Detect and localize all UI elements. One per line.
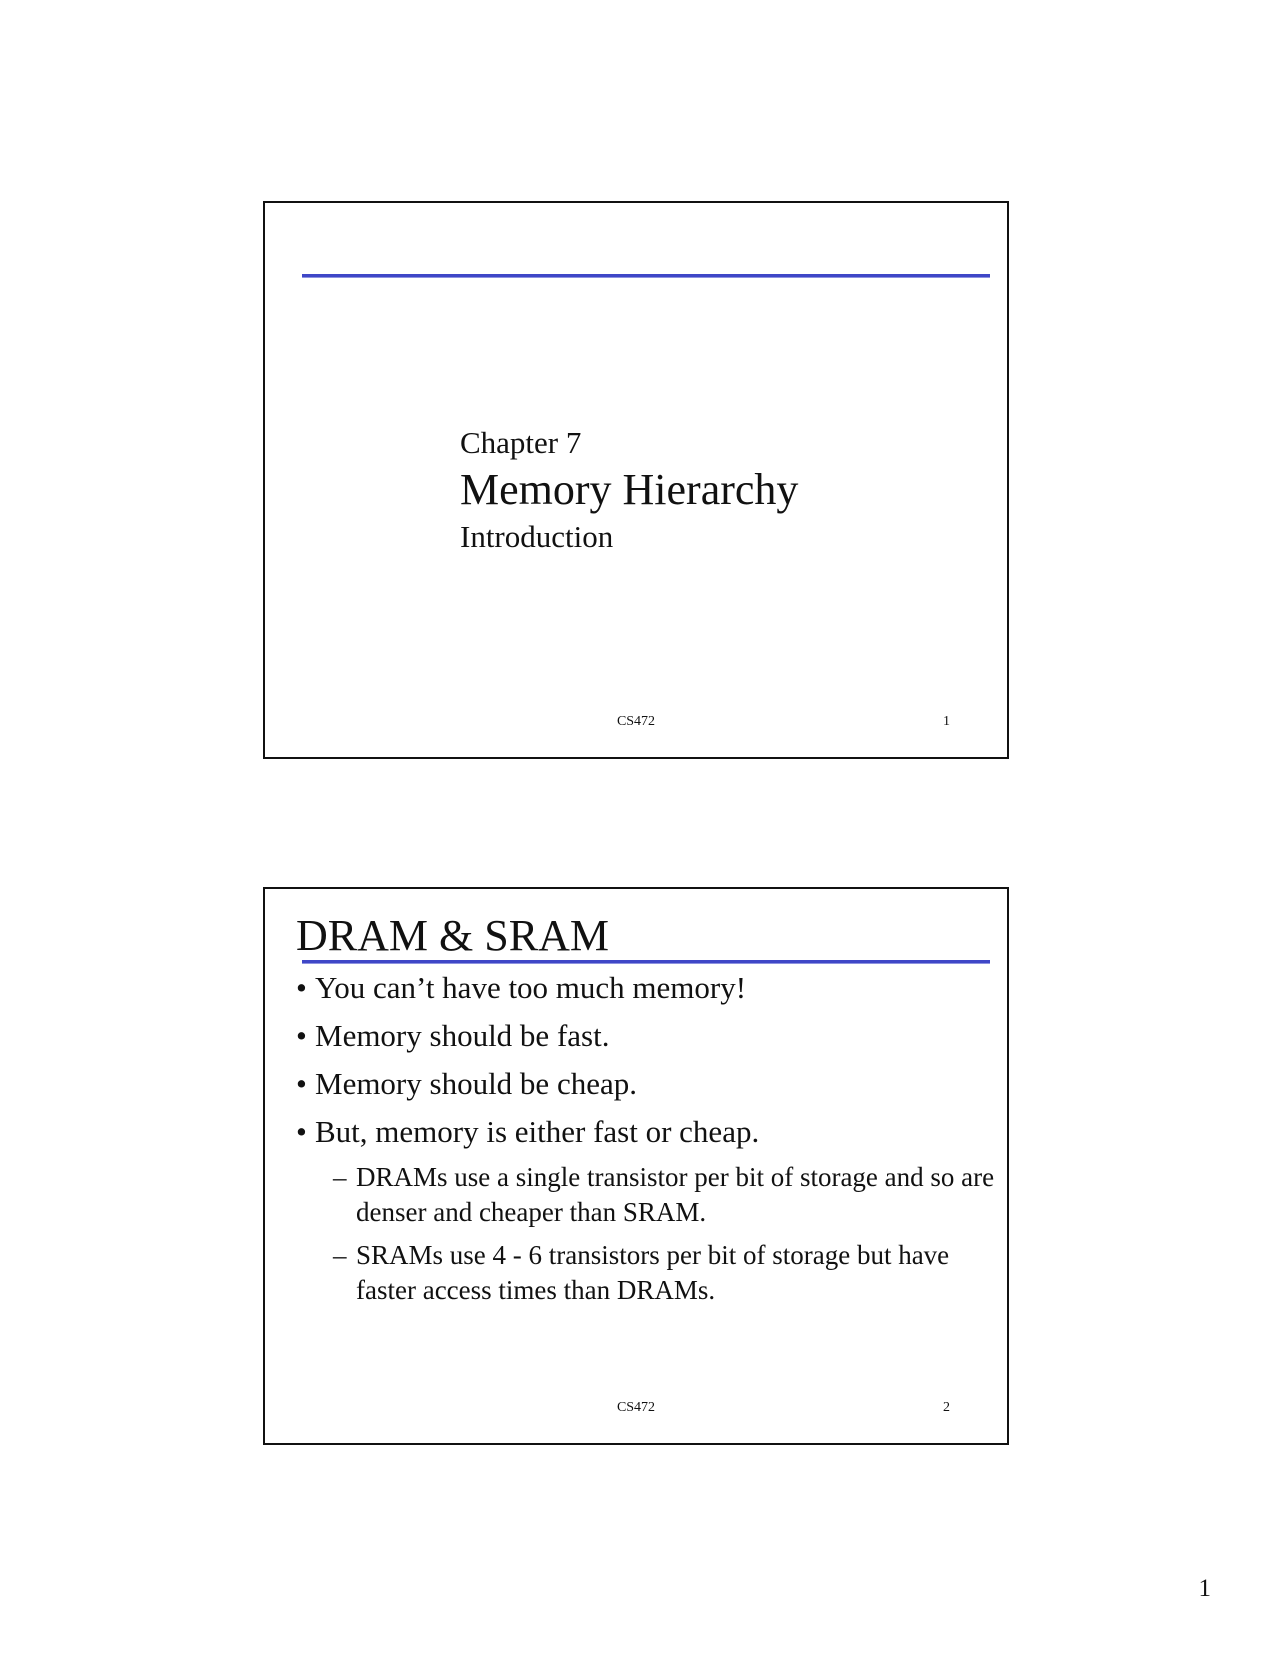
bullet-text: You can’t have too much memory! xyxy=(315,970,747,1005)
bullet-item xyxy=(296,1064,996,1104)
sheet-page-number: 1 xyxy=(1198,1575,1211,1602)
chapter-label: Chapter 7 xyxy=(460,425,582,460)
slide-page-number: 1 xyxy=(943,714,950,729)
bullet-item xyxy=(296,1016,996,1056)
sub-bullet-group xyxy=(296,1160,996,1308)
title-rule xyxy=(302,274,990,278)
bullet-text: Memory should be cheap. xyxy=(315,1066,637,1101)
dash-icon: – xyxy=(333,1162,347,1192)
bullet-text: Memory should be fast. xyxy=(315,1018,610,1053)
sub-bullet-item xyxy=(333,1238,996,1308)
sub-bullet-item xyxy=(333,1160,996,1230)
slide-footer: CS472 xyxy=(616,714,656,729)
sub-bullet-list xyxy=(296,1160,996,1308)
bullet-text: But, memory is either fast or cheap. xyxy=(315,1114,760,1149)
slide-title: Memory Hierarchy xyxy=(460,465,799,514)
slide-footer: CS472 xyxy=(616,1400,656,1415)
slide-1 xyxy=(263,201,1009,759)
sub-bullet-text: SRAMs use 4 - 6 transistors per bit of storage but have faster access times than DRAMs. xyxy=(356,1240,950,1305)
dash-icon: – xyxy=(333,1240,347,1270)
bullet-icon: • xyxy=(296,1066,307,1101)
bullet-item xyxy=(296,1112,996,1152)
bullet-icon: • xyxy=(296,1018,307,1053)
bullet-item xyxy=(296,968,996,1008)
sub-bullet-text: DRAMs use a single transistor per bit of storage and so are denser and cheaper than SRAM. xyxy=(356,1162,995,1227)
slide-2 xyxy=(263,887,1009,1445)
slide-page-number: 2 xyxy=(943,1400,950,1415)
title-rule xyxy=(302,960,990,964)
bullet-icon: • xyxy=(296,1114,307,1149)
bullet-list xyxy=(296,968,996,1316)
bullet-icon: • xyxy=(296,970,307,1005)
title-block xyxy=(460,423,798,557)
slide-heading: DRAM & SRAM xyxy=(296,911,609,960)
slide-subtitle: Introduction xyxy=(460,519,614,554)
